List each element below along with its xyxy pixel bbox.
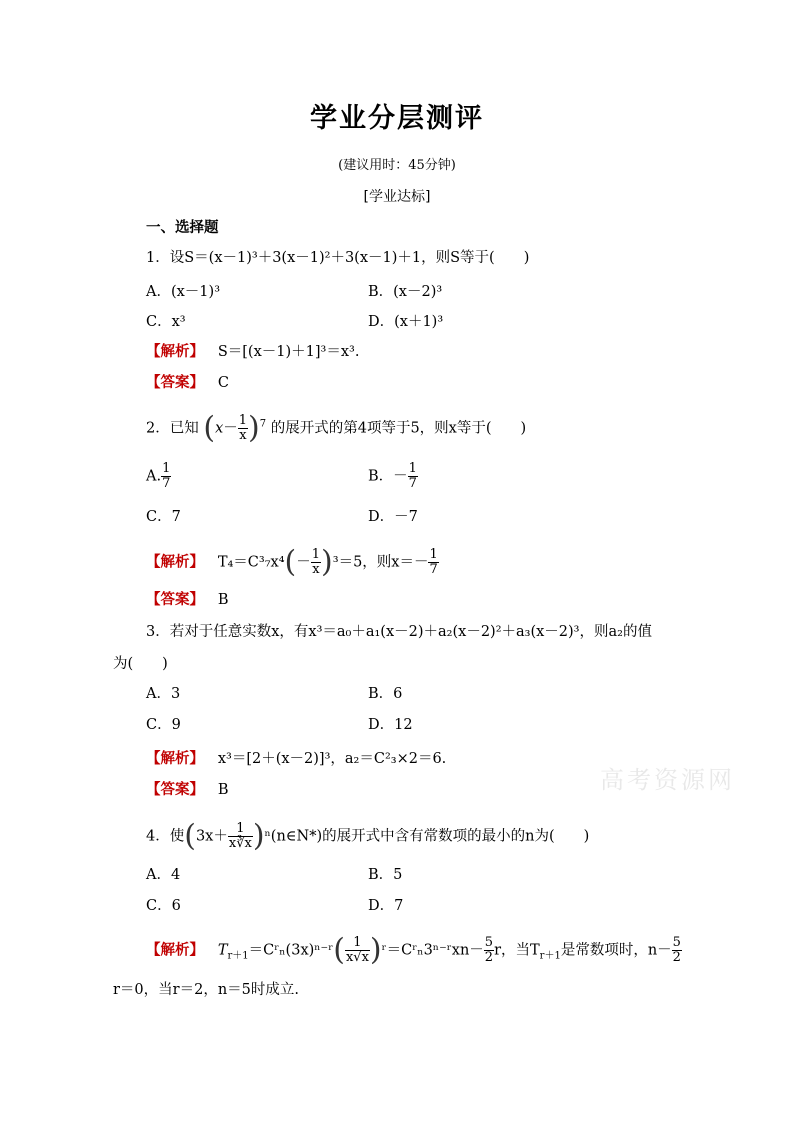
q4-option-c: C．6 bbox=[146, 898, 181, 914]
q3-answer bbox=[146, 780, 228, 800]
q2-stem-pre: 2．已知 bbox=[146, 420, 199, 437]
q3-option-a: A．3 bbox=[146, 686, 181, 702]
q4-analysis-frac bbox=[345, 936, 370, 965]
q4-t: T bbox=[217, 942, 228, 959]
q3-option-d: D．12 bbox=[368, 717, 413, 733]
analysis-label: 【解析】 bbox=[146, 344, 204, 360]
answer-label: 【答案】 bbox=[146, 782, 204, 798]
q4-stem-pre: 4．使 bbox=[146, 828, 185, 845]
q4-stem bbox=[146, 818, 590, 854]
q2-analysis-mid: ³＝5，则x＝－ bbox=[332, 554, 429, 571]
q2-analysis bbox=[146, 544, 439, 580]
q4-analysis-mid1: ＝Cʳₙ(3x)ⁿ⁻ʳ bbox=[248, 942, 334, 959]
q4-analysis-line2: r＝0，当r＝2，n＝5时成立. bbox=[113, 982, 299, 998]
q1-stem: 1．设S＝(x－1)³＋3(x－1)²＋3(x－1)＋1，则S等于( ) bbox=[146, 250, 530, 266]
q4-t-sub-2: r＋1 bbox=[539, 950, 561, 962]
q4-analysis-mid2: ʳ＝Cʳₙ3ⁿ⁻ʳxn－ bbox=[381, 942, 484, 959]
q4-t-sub: r＋1 bbox=[227, 950, 249, 962]
right-paren: ) bbox=[321, 544, 333, 580]
q2-result-num: 1 bbox=[429, 547, 438, 562]
q2-analysis-minus: － bbox=[296, 554, 311, 571]
q4-an-den: x√x bbox=[345, 950, 369, 965]
q2-answer-text: B bbox=[217, 592, 229, 608]
q2-option-b-frac bbox=[408, 462, 418, 491]
section-heading: 一、选择题 bbox=[146, 220, 219, 236]
q2-stem-post: 的展开式的第4项等于5，则x等于( ) bbox=[270, 420, 527, 437]
q4-analysis-mid3: r，当T bbox=[494, 942, 540, 959]
left-paren: ( bbox=[333, 932, 345, 968]
q2-an-frac-den: x bbox=[312, 562, 320, 577]
q3-stem-line1: 3．若对于任意实数x，有x³＝a₀＋a₁(x－2)＋a₂(x－2)²＋a₃(x－2)³，则a₂的值 bbox=[146, 624, 652, 640]
q4-f-num: 5 bbox=[484, 935, 494, 950]
q2-fraction bbox=[238, 414, 248, 443]
q2-option-d: D．－7 bbox=[368, 509, 418, 525]
q3-answer-text: B bbox=[217, 782, 229, 798]
q4-five-halves-2 bbox=[672, 936, 682, 965]
page-title: 学业分层测评 bbox=[310, 103, 484, 134]
q4-analysis bbox=[146, 932, 682, 968]
q3-stem-line2: 为( ) bbox=[113, 656, 168, 672]
q2-minus: － bbox=[223, 420, 238, 437]
analysis-label: 【解析】 bbox=[146, 554, 204, 571]
q2-analysis-pre: T₄＝C³₇x⁴ bbox=[217, 554, 285, 571]
q2-option-a-frac bbox=[161, 462, 171, 491]
q1-analysis-text: S＝[(x－1)＋1]³＝x³. bbox=[217, 344, 360, 360]
q2-b-num: 1 bbox=[408, 461, 417, 476]
q2-var: x bbox=[215, 420, 224, 437]
q4-stem-post: ⁿ(n∈N*)的展开式中含有常数项的最小的n为( ) bbox=[264, 828, 590, 845]
right-paren: ) bbox=[369, 932, 382, 968]
q1-analysis bbox=[146, 342, 359, 362]
q2-a-num: 1 bbox=[162, 461, 171, 476]
q4-option-d: D．7 bbox=[368, 898, 404, 914]
q2-analysis-result bbox=[428, 548, 438, 577]
q4-f2-num: 5 bbox=[672, 935, 681, 950]
q2-b-den: 7 bbox=[408, 476, 417, 491]
left-paren: ( bbox=[284, 544, 297, 580]
q1-option-b: B．(x－2)³ bbox=[368, 284, 443, 300]
q2-option-b-label: B．－ bbox=[368, 468, 408, 485]
q2-frac-den: x bbox=[239, 428, 247, 443]
q2-option-a-label: A. bbox=[146, 468, 162, 485]
watermark: 高考资源网 bbox=[600, 766, 735, 794]
analysis-label: 【解析】 bbox=[146, 751, 204, 767]
q4-option-a: A．4 bbox=[146, 867, 181, 883]
q2-option-a bbox=[146, 462, 171, 491]
q1-option-a: A．(x－1)³ bbox=[146, 284, 221, 300]
right-paren: ) bbox=[252, 818, 265, 854]
right-paren: ) bbox=[248, 410, 260, 446]
answer-label: 【答案】 bbox=[146, 592, 204, 608]
q4-term1: 3x＋ bbox=[195, 828, 228, 845]
q4-fraction bbox=[228, 822, 253, 851]
q1-answer bbox=[146, 373, 229, 393]
q4-option-b: B．5 bbox=[368, 867, 403, 883]
q2-answer bbox=[146, 590, 228, 610]
q2-option-c: C．7 bbox=[146, 509, 181, 525]
q4-five-halves bbox=[484, 936, 494, 965]
left-paren: ( bbox=[184, 818, 196, 854]
q4-f-den: 2 bbox=[484, 950, 494, 965]
q3-option-c: C．9 bbox=[146, 717, 181, 733]
time-hint: (建议用时：45分钟) bbox=[338, 158, 456, 173]
section-tag: [学业达标] bbox=[363, 189, 431, 205]
q3-analysis-text: x³＝[2＋(x－2)]³，a₂＝C²₃×2＝6. bbox=[217, 751, 447, 767]
q4-f2-den: 2 bbox=[672, 950, 681, 965]
q2-result-den: 7 bbox=[429, 562, 438, 577]
answer-label: 【答案】 bbox=[146, 375, 204, 391]
q2-stem bbox=[146, 410, 527, 446]
q3-option-b: B．6 bbox=[368, 686, 403, 702]
q4-an-num: 1 bbox=[345, 936, 370, 951]
q1-option-d: D．(x＋1)³ bbox=[368, 314, 444, 330]
q2-a-den: 7 bbox=[162, 476, 171, 491]
left-paren: ( bbox=[203, 410, 216, 446]
q2-power: 7 bbox=[259, 418, 267, 430]
analysis-label: 【解析】 bbox=[146, 942, 204, 959]
q2-frac-num: 1 bbox=[238, 413, 248, 428]
q1-answer-text: C bbox=[217, 375, 229, 391]
q3-analysis bbox=[146, 749, 446, 769]
q4-analysis-mid4: 是常数项时，n－ bbox=[560, 942, 672, 959]
q2-analysis-frac bbox=[311, 548, 321, 577]
q4-frac-den: x∛x bbox=[228, 836, 252, 851]
q2-an-frac-num: 1 bbox=[311, 547, 321, 562]
q4-frac-num: 1 bbox=[228, 822, 253, 837]
q2-option-b bbox=[368, 462, 418, 491]
q1-option-c: C．x³ bbox=[146, 314, 186, 330]
